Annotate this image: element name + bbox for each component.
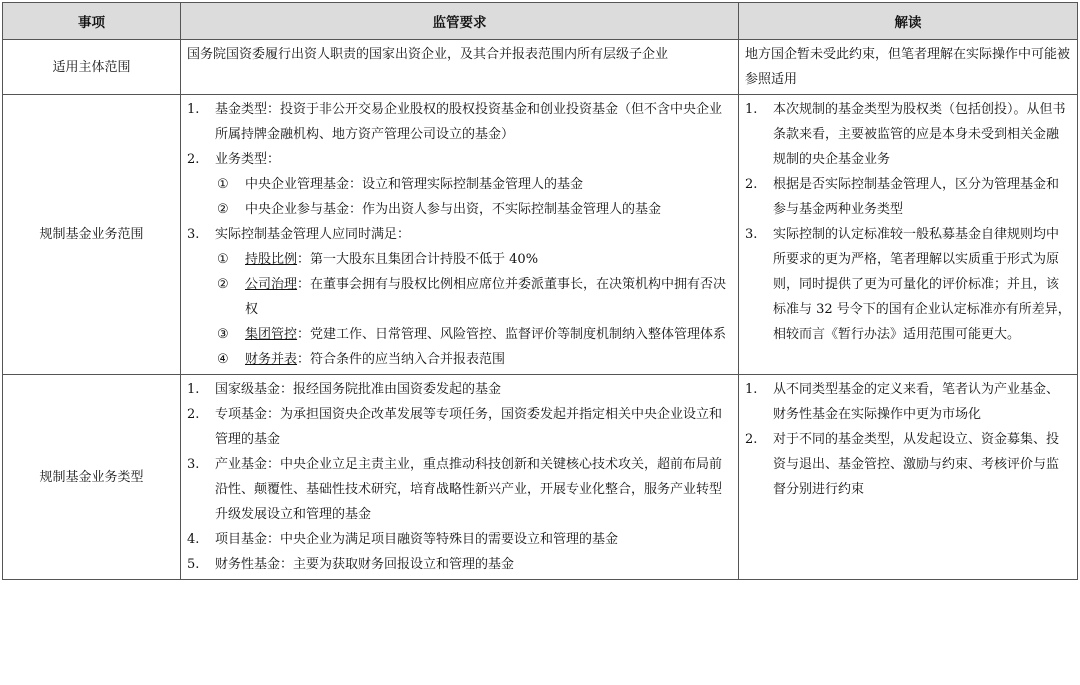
list-item: 5. 财务性基金：主要为获取财务回报设立和管理的基金 (187, 557, 515, 572)
table-row (3, 375, 1078, 580)
sub-item: ② 中央企业参与基金：作为出资人参与出资，不实际控制基金管理人的基金 (217, 202, 662, 217)
row-label: 规制基金业务类型 (3, 375, 181, 580)
list-item: 2. 专项基金：为承担国资央企改革发展等专项任务，国资委发起并指定相关中央企业设立和管理的基金 (187, 407, 723, 447)
sub-heading: 财务并表 (245, 352, 298, 367)
row-label: 规制基金业务范围 (3, 95, 181, 375)
sub-item: ① 中央企业管理基金：设立和管理实际控制基金管理人的基金 (217, 177, 584, 192)
list-item: 1. 国家级基金：报经国务院批准由国资委发起的基金 (187, 382, 502, 397)
list-item: 1. 基金类型：投资于非公开交易企业股权的股权投资基金和创业投资基金（但不含中央企业所属持牌金融机构、地方资产管理公司设立的基金） (187, 102, 723, 142)
table-row (3, 95, 1078, 375)
list-item: 2. 业务类型： (187, 152, 281, 167)
sub-heading: 集团管控 (245, 327, 298, 342)
list-item: 1. 本次规制的基金类型为股权类（包括创投）。从但书条款来看，主要被监管的应是本身未受到相关金融规制的央企基金业务 (745, 102, 1066, 167)
sub-item: ① 持股比例：第一大股东且集团合计持股不低于 40% (217, 252, 539, 267)
row-label: 适用主体范围 (3, 40, 181, 95)
sub-item: ④ 财务并表：符合条件的应当纳入合并报表范围 (217, 352, 506, 367)
header-matter: 事项 (3, 3, 181, 40)
regulation-table (2, 2, 1078, 580)
sub-item: ② 公司治理：在董事会拥有与股权比例相应席位并委派董事长，在决策机构中拥有否决权 (217, 277, 727, 317)
requirement-cell (181, 375, 739, 580)
list-item: 3. 产业基金：中央企业立足主责主业，重点推动科技创新和关键核心技术攻关，超前布局前沿性、颠覆性、基础性技术研究，培育战略性新兴产业，开展专业化整合，服务产业转型升级发展设立和管理的基金 (187, 457, 723, 522)
sub-heading: 公司治理 (245, 277, 298, 292)
list-item: 2. 对于不同的基金类型，从发起设立、资金募集、投资与退出、基金管控、激励与约束、考核评价与监督分别进行约束 (745, 432, 1060, 497)
list-item: 4. 项目基金：中央企业为满足项目融资等特殊目的需要设立和管理的基金 (187, 532, 619, 547)
list-item: 2. 根据是否实际控制基金管理人，区分为管理基金和参与基金两种业务类型 (745, 177, 1060, 217)
header-row (3, 3, 1078, 40)
sub-heading: 持股比例 (245, 252, 298, 267)
requirement-cell (181, 95, 739, 375)
requirement-cell: 国务院国资委履行出资人职责的国家出资企业，及其合并报表范围内所有层级子企业 (181, 40, 739, 95)
list-item: 3. 实际控制基金管理人应同时满足： (187, 227, 411, 242)
list-item: 3. 实际控制的认定标准较一般私募基金自律规则均中所要求的更为严格，笔者理解以实质重于形式为原则，同时提供了更为可量化的评价标准；并且，该标准与 32 号令下的国有企业认定标准亦有所差异，相较而言《暂行办法》适用范围可能更大。 (745, 227, 1071, 342)
header-requirement: 监管要求 (181, 3, 739, 40)
list-item: 1. 从不同类型基金的定义来看，笔者认为产业基金、财务性基金在实际操作中更为市场化 (745, 382, 1060, 422)
header-interpretation: 解读 (739, 3, 1078, 40)
sub-item: ③ 集团管控：党建工作、日常管理、风险管控、监督评价等制度机制纳入整体管理体系 (217, 327, 727, 342)
interpretation-cell (739, 375, 1078, 580)
interpretation-cell: 地方国企暂未受此约束，但笔者理解在实际操作中可能被参照适用 (739, 40, 1078, 95)
interpretation-cell (739, 95, 1078, 375)
table-row (3, 40, 1078, 95)
